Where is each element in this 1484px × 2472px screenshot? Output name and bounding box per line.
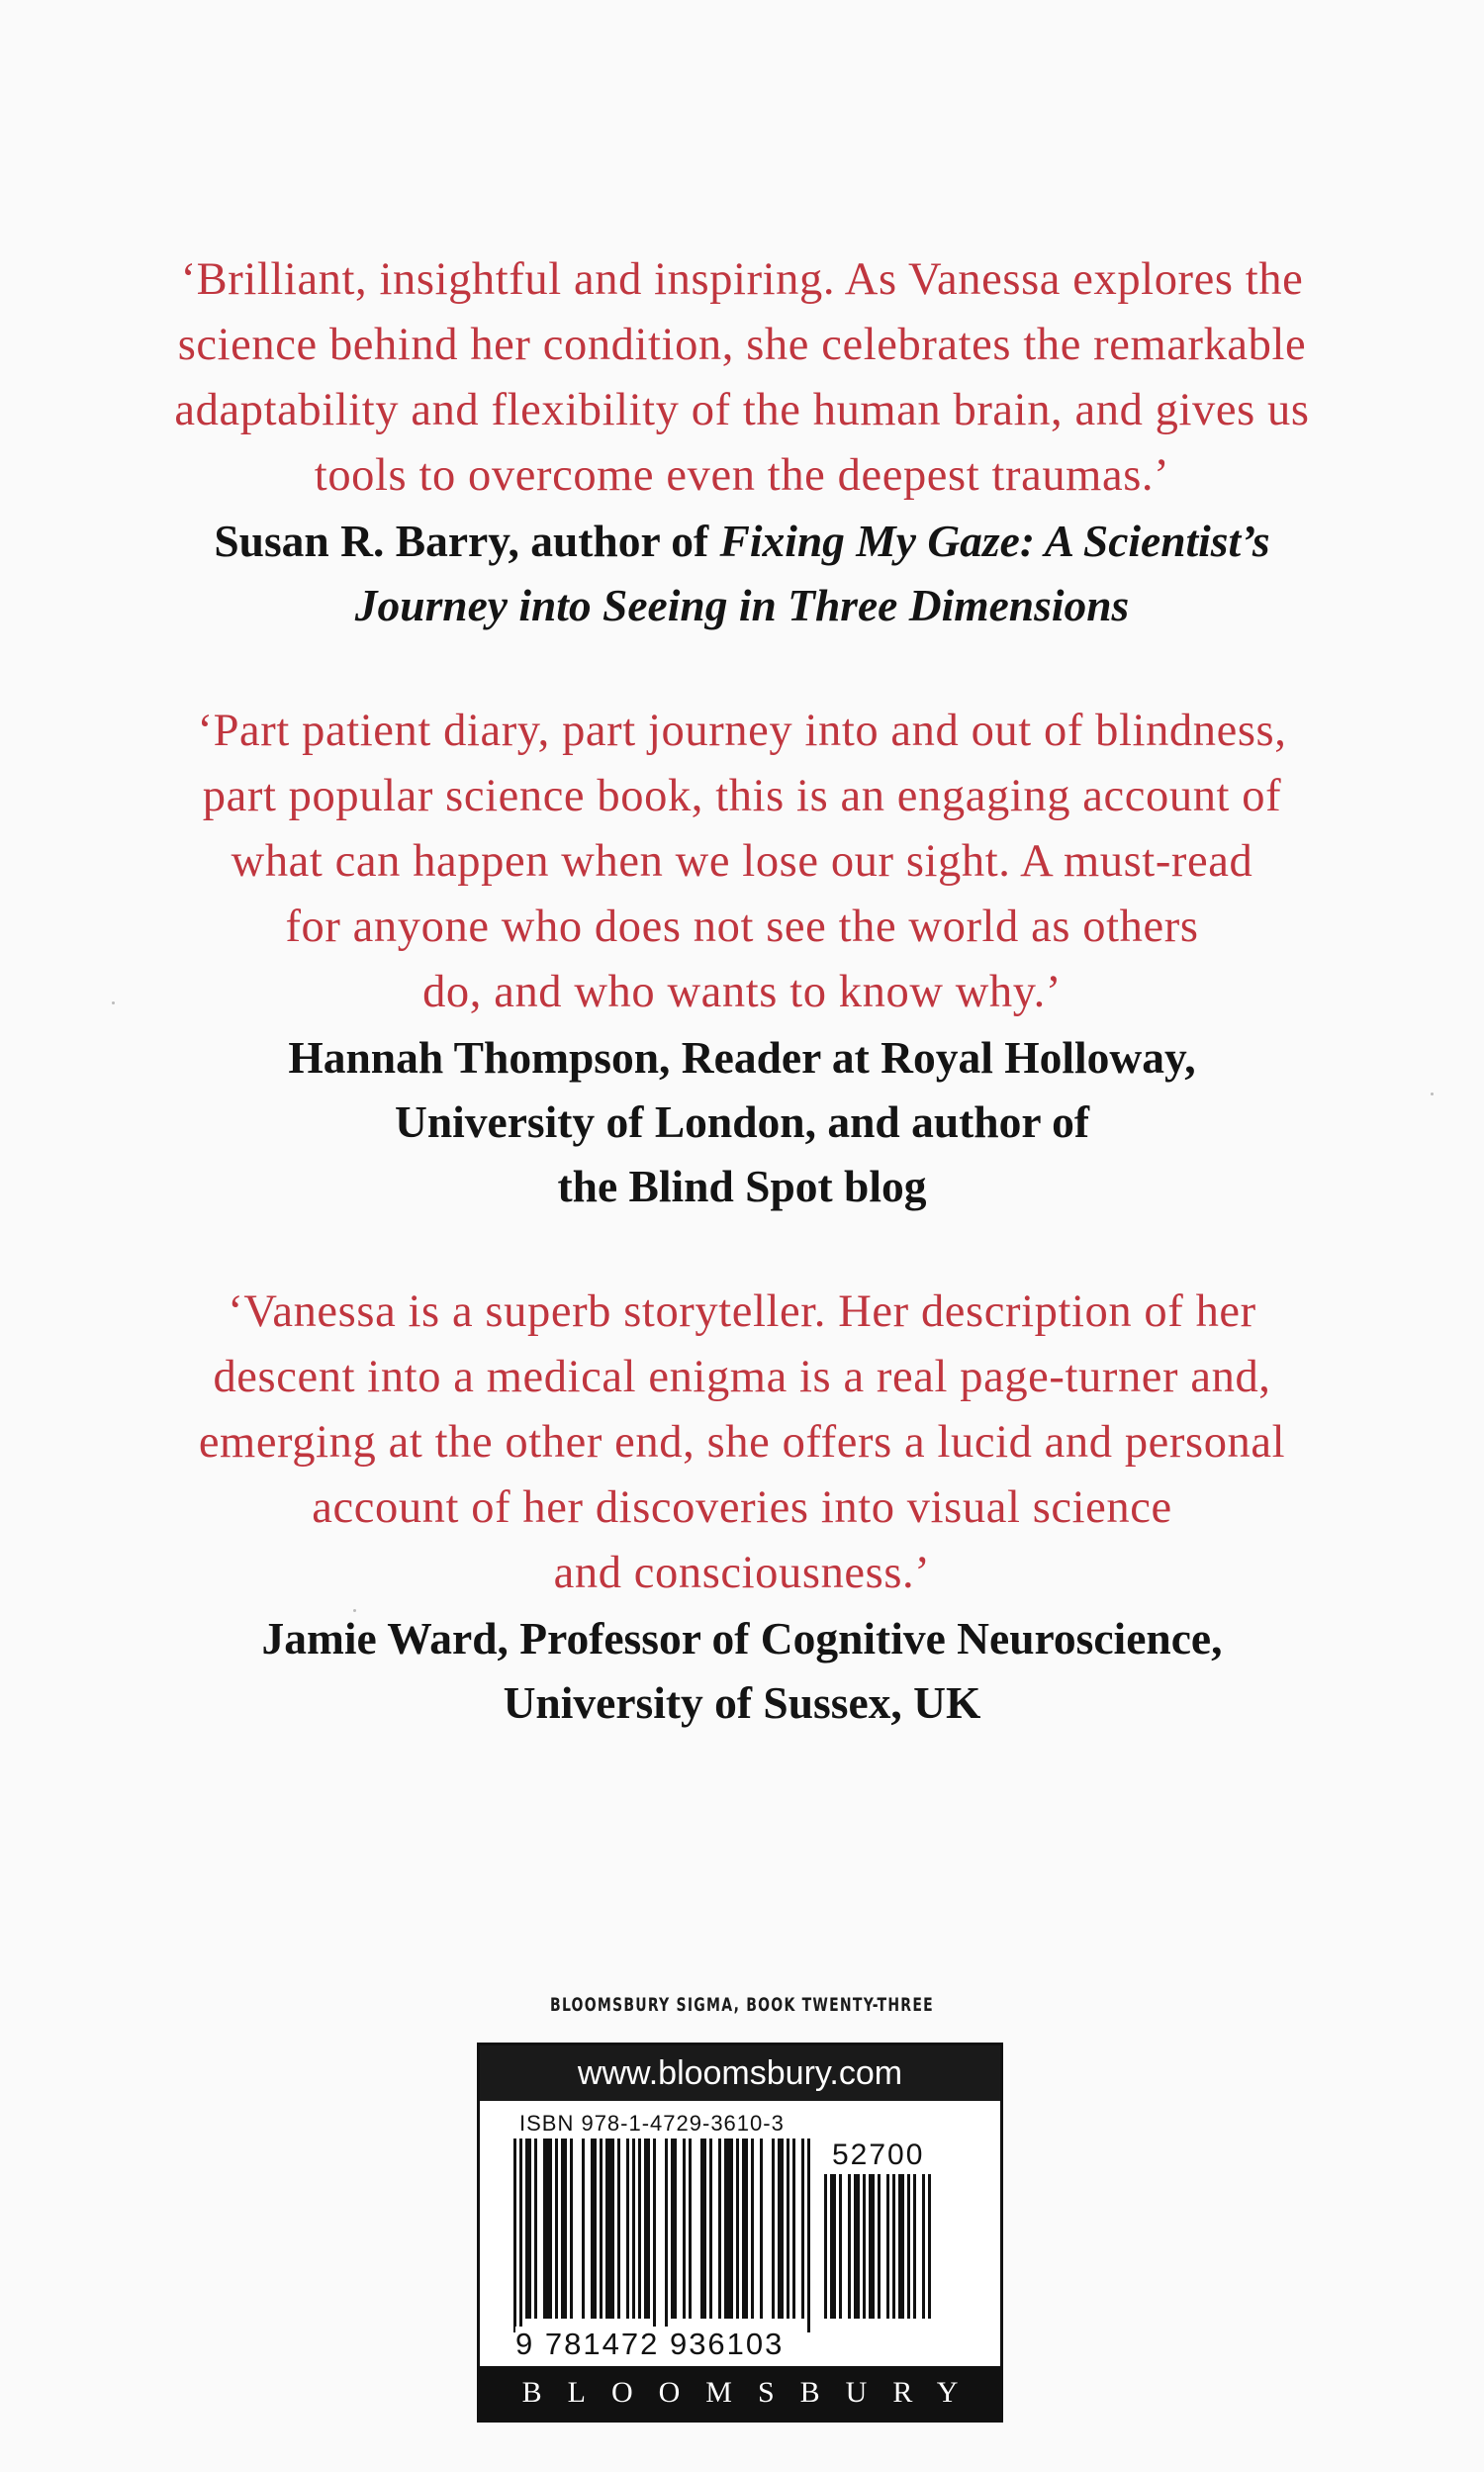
quote-line: and consciousness.’ xyxy=(553,1548,931,1598)
barcode-bar xyxy=(760,2139,763,2319)
quote-line: ‘Part patient diary, part journey into and out of blindness, xyxy=(197,706,1287,756)
barcode-bar xyxy=(671,2139,677,2319)
barcode-bar xyxy=(907,2174,910,2319)
isbn-text: ISBN 978-1-4729-3610-3 xyxy=(519,2111,785,2136)
barcode-bar xyxy=(638,2139,641,2319)
barcode-bar xyxy=(525,2139,531,2319)
barcode-bar xyxy=(665,2139,668,2332)
review-1 xyxy=(0,247,1484,637)
barcode-bar xyxy=(582,2139,585,2319)
website-url: www.bloomsbury.com xyxy=(480,2045,1000,2101)
quote-line: emerging at the other end, she offers a lucid and personal xyxy=(198,1417,1286,1468)
barcode-bar xyxy=(644,2139,650,2319)
barcode-bar xyxy=(626,2139,629,2319)
quote-line: ‘Vanessa is a superb storyteller. Her description of her xyxy=(228,1286,1256,1337)
quote-line: what can happen when we lose our sight. A must-read xyxy=(231,836,1253,887)
quote-line: part popular science book, this is an engaging account of xyxy=(202,771,1282,821)
attribution-line: Hannah Thompson, Reader at Royal Holloway, xyxy=(288,1032,1196,1083)
barcode-bar xyxy=(709,2139,712,2319)
scan-speck xyxy=(353,1609,356,1612)
barcode-bar xyxy=(736,2139,739,2319)
barcode-digit-group: 781472 xyxy=(544,2327,660,2361)
review-2-quote xyxy=(0,699,1484,1025)
scan-speck xyxy=(112,1001,115,1004)
barcode-bar xyxy=(854,2174,860,2319)
barcode-digits xyxy=(515,2327,784,2362)
barcode-digit-group: 936103 xyxy=(669,2327,785,2361)
barcode-bar xyxy=(724,2139,733,2319)
barcode-bar xyxy=(830,2174,836,2319)
quote-line: science behind her condition, she celebrates the remarkable xyxy=(177,320,1307,370)
barcode-bar xyxy=(561,2139,567,2319)
barcode-bar xyxy=(653,2139,656,2332)
barcode-bar xyxy=(892,2174,895,2319)
review-3-attribution xyxy=(0,1606,1484,1735)
barcode-bar xyxy=(600,2139,603,2319)
review-1-attribution xyxy=(0,509,1484,637)
price-code: 52700 xyxy=(832,2139,925,2171)
barcode-bar xyxy=(689,2139,692,2319)
barcode-bar xyxy=(555,2139,558,2319)
review-2-attribution xyxy=(0,1025,1484,1218)
barcode-bar xyxy=(848,2174,851,2319)
attribution-line: Jamie Ward, Professor of Cognitive Neuroscience, xyxy=(261,1613,1223,1664)
quote-line: adaptability and flexibility of the human brain, and gives us xyxy=(174,385,1310,435)
barcode-bar xyxy=(839,2174,842,2319)
barcode-bar xyxy=(513,2139,516,2332)
barcode-bar xyxy=(591,2139,597,2319)
barcode-bar xyxy=(878,2174,881,2319)
quote-line: tools to overcome even the deepest traumas.’ xyxy=(314,450,1170,501)
barcode-digit-first: 9 xyxy=(515,2327,535,2361)
review-3-quote xyxy=(0,1280,1484,1606)
scan-speck xyxy=(1431,1093,1434,1095)
quote-line: ‘Brilliant, insightful and inspiring. As Vanessa explores the xyxy=(180,254,1304,305)
barcode-bar xyxy=(534,2139,537,2319)
barcode-bar xyxy=(751,2139,754,2319)
series-line: BLOOMSBURY SIGMA, BOOK TWENTY-THREE xyxy=(550,1994,934,2016)
attribution-line: the Blind Spot blog xyxy=(557,1161,927,1211)
barcode-bar xyxy=(898,2174,904,2319)
barcode-addon-bars xyxy=(824,2174,973,2336)
barcode-bar xyxy=(543,2139,552,2319)
barcode-bar xyxy=(632,2139,635,2319)
barcode-bar xyxy=(913,2174,916,2319)
barcode-bar xyxy=(824,2174,827,2319)
attribution-line: University of London, and author of xyxy=(394,1096,1089,1147)
review-3 xyxy=(0,1280,1484,1735)
barcode-bar xyxy=(886,2174,889,2319)
quote-line: do, and who wants to know why.’ xyxy=(422,967,1062,1017)
barcode-bar xyxy=(605,2139,614,2319)
barcode-bar xyxy=(519,2139,522,2332)
quote-line: account of her discoveries into visual science xyxy=(312,1482,1172,1533)
attribution-line: University of Sussex, UK xyxy=(503,1677,981,1728)
barcode-bars xyxy=(513,2139,816,2336)
barcode-bar xyxy=(570,2139,573,2319)
barcode-bar xyxy=(928,2174,931,2319)
barcode-bar xyxy=(742,2139,748,2319)
barcode-bar xyxy=(807,2139,810,2332)
barcode-bar xyxy=(869,2174,875,2319)
book-title: Fixing My Gaze: A Scientist’s xyxy=(719,516,1270,566)
barcode-bar xyxy=(787,2139,789,2319)
barcode-bar xyxy=(617,2139,620,2319)
attribution-prefix: Susan R. Barry, author of xyxy=(214,516,720,566)
barcode-bar xyxy=(863,2174,866,2319)
barcode-panel xyxy=(477,2043,1003,2423)
barcode-bar xyxy=(922,2174,925,2319)
review-1-quote xyxy=(0,247,1484,509)
quote-line: for anyone who does not see the world as others xyxy=(285,902,1199,952)
barcode-bar xyxy=(718,2139,721,2319)
publisher-name: BLOOMSBURY xyxy=(480,2366,1000,2420)
barcode-bar xyxy=(772,2139,775,2319)
barcode-bar xyxy=(778,2139,784,2319)
barcode-bar xyxy=(700,2139,706,2319)
barcode-bar xyxy=(683,2139,686,2319)
barcode-bar xyxy=(792,2139,795,2319)
barcode-bar xyxy=(801,2139,804,2319)
book-title: Journey into Seeing in Three Dimensions xyxy=(354,580,1130,630)
review-quotes xyxy=(0,247,1484,1735)
review-2 xyxy=(0,699,1484,1218)
quote-line: descent into a medical enigma is a real page-turner and, xyxy=(213,1352,1271,1402)
